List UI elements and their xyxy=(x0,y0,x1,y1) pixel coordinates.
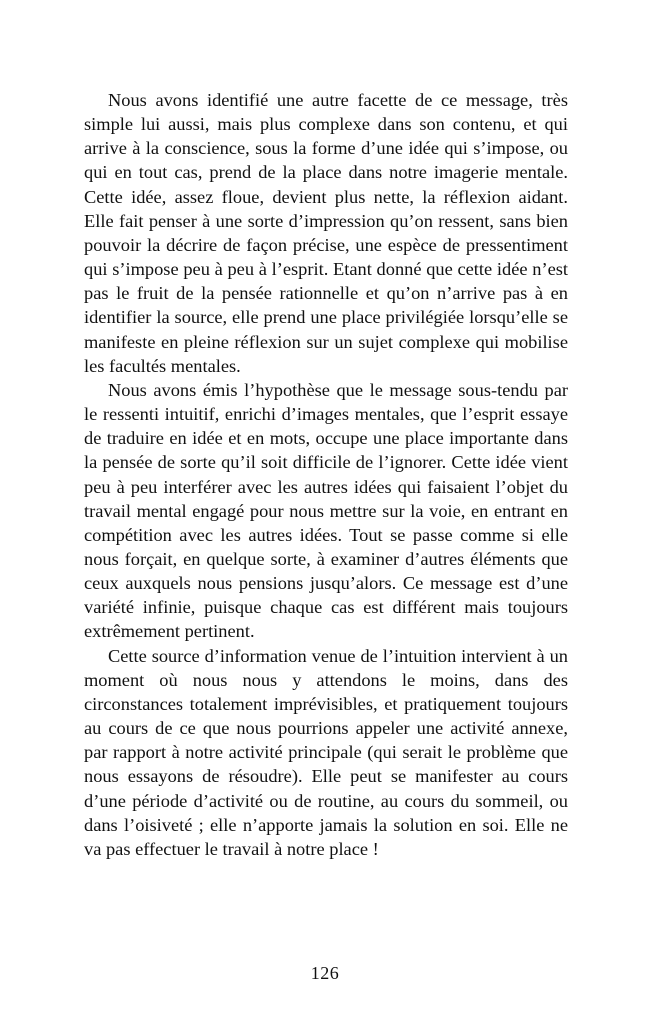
page-body xyxy=(84,88,568,861)
paragraph-2: Nous avons émis l’hypothèse que le message sous-tendu par le ressenti intuitif, enrichi d’images mentales, que l’esprit essaye de traduire en idée et en mots, occupe une place importante dans la pensée de sorte qu’il soit difficile de l’ignorer. Cette idée vient peu à peu interférer avec les autres idées qui faisaient l’objet du travail mental engagé pour nous mettre sur la voie, en entrant en compétition avec les autres idées. Tout se passe comme si elle nous forçait, en quelque sorte, à examiner d’autres éléments que ceux auxquels nous pensions jusqu’alors. Ce message est d’une variété infinie, puisque chaque cas est différent mais toujours extrêmement pertinent. xyxy=(84,379,568,642)
paragraph-1: Nous avons identifié une autre facette de ce message, très simple lui aussi, mais plus complexe dans son contenu, et qui arrive à la conscience, sous la forme d’une idée qui s’impose, ou qui en tout cas, prend de la place dans notre imagerie mentale. Cette idée, assez floue, devient plus nette, la réflexion aidant. Elle fait penser à une sorte d’impression qu’on ressent, sans bien pouvoir la décrire de façon précise, une espèce de pressentiment qui s’impose peu à peu à l’esprit. Etant donné que cette idée n’est pas le fruit de la pensée rationnelle et qu’on n’arrive pas à en identifier la source, elle prend une place privilégiée lorsqu’elle se manifeste en pleine réflexion sur un sujet complexe qui mobilise les facultés mentales. xyxy=(84,90,568,376)
paragraph-3: Cette source d’information venue de l’intuition intervient à un moment où nous nous y attendons le moins, dans des circonstances totalement imprévisibles, et pratiquement toujours au cours de ce que nous pourrions appeler une activité annexe, par rapport à notre activité principale (qui serait le problème que nous essayons de résoudre). Elle peut se manifester au cours d’une période d’activité ou de routine, au cours du sommeil, ou dans l’oisiveté ; elle n’apporte jamais la solution en soi. Elle ne va pas effectuer le travail à notre place ! xyxy=(84,645,568,859)
page-number: 126 xyxy=(310,963,340,983)
